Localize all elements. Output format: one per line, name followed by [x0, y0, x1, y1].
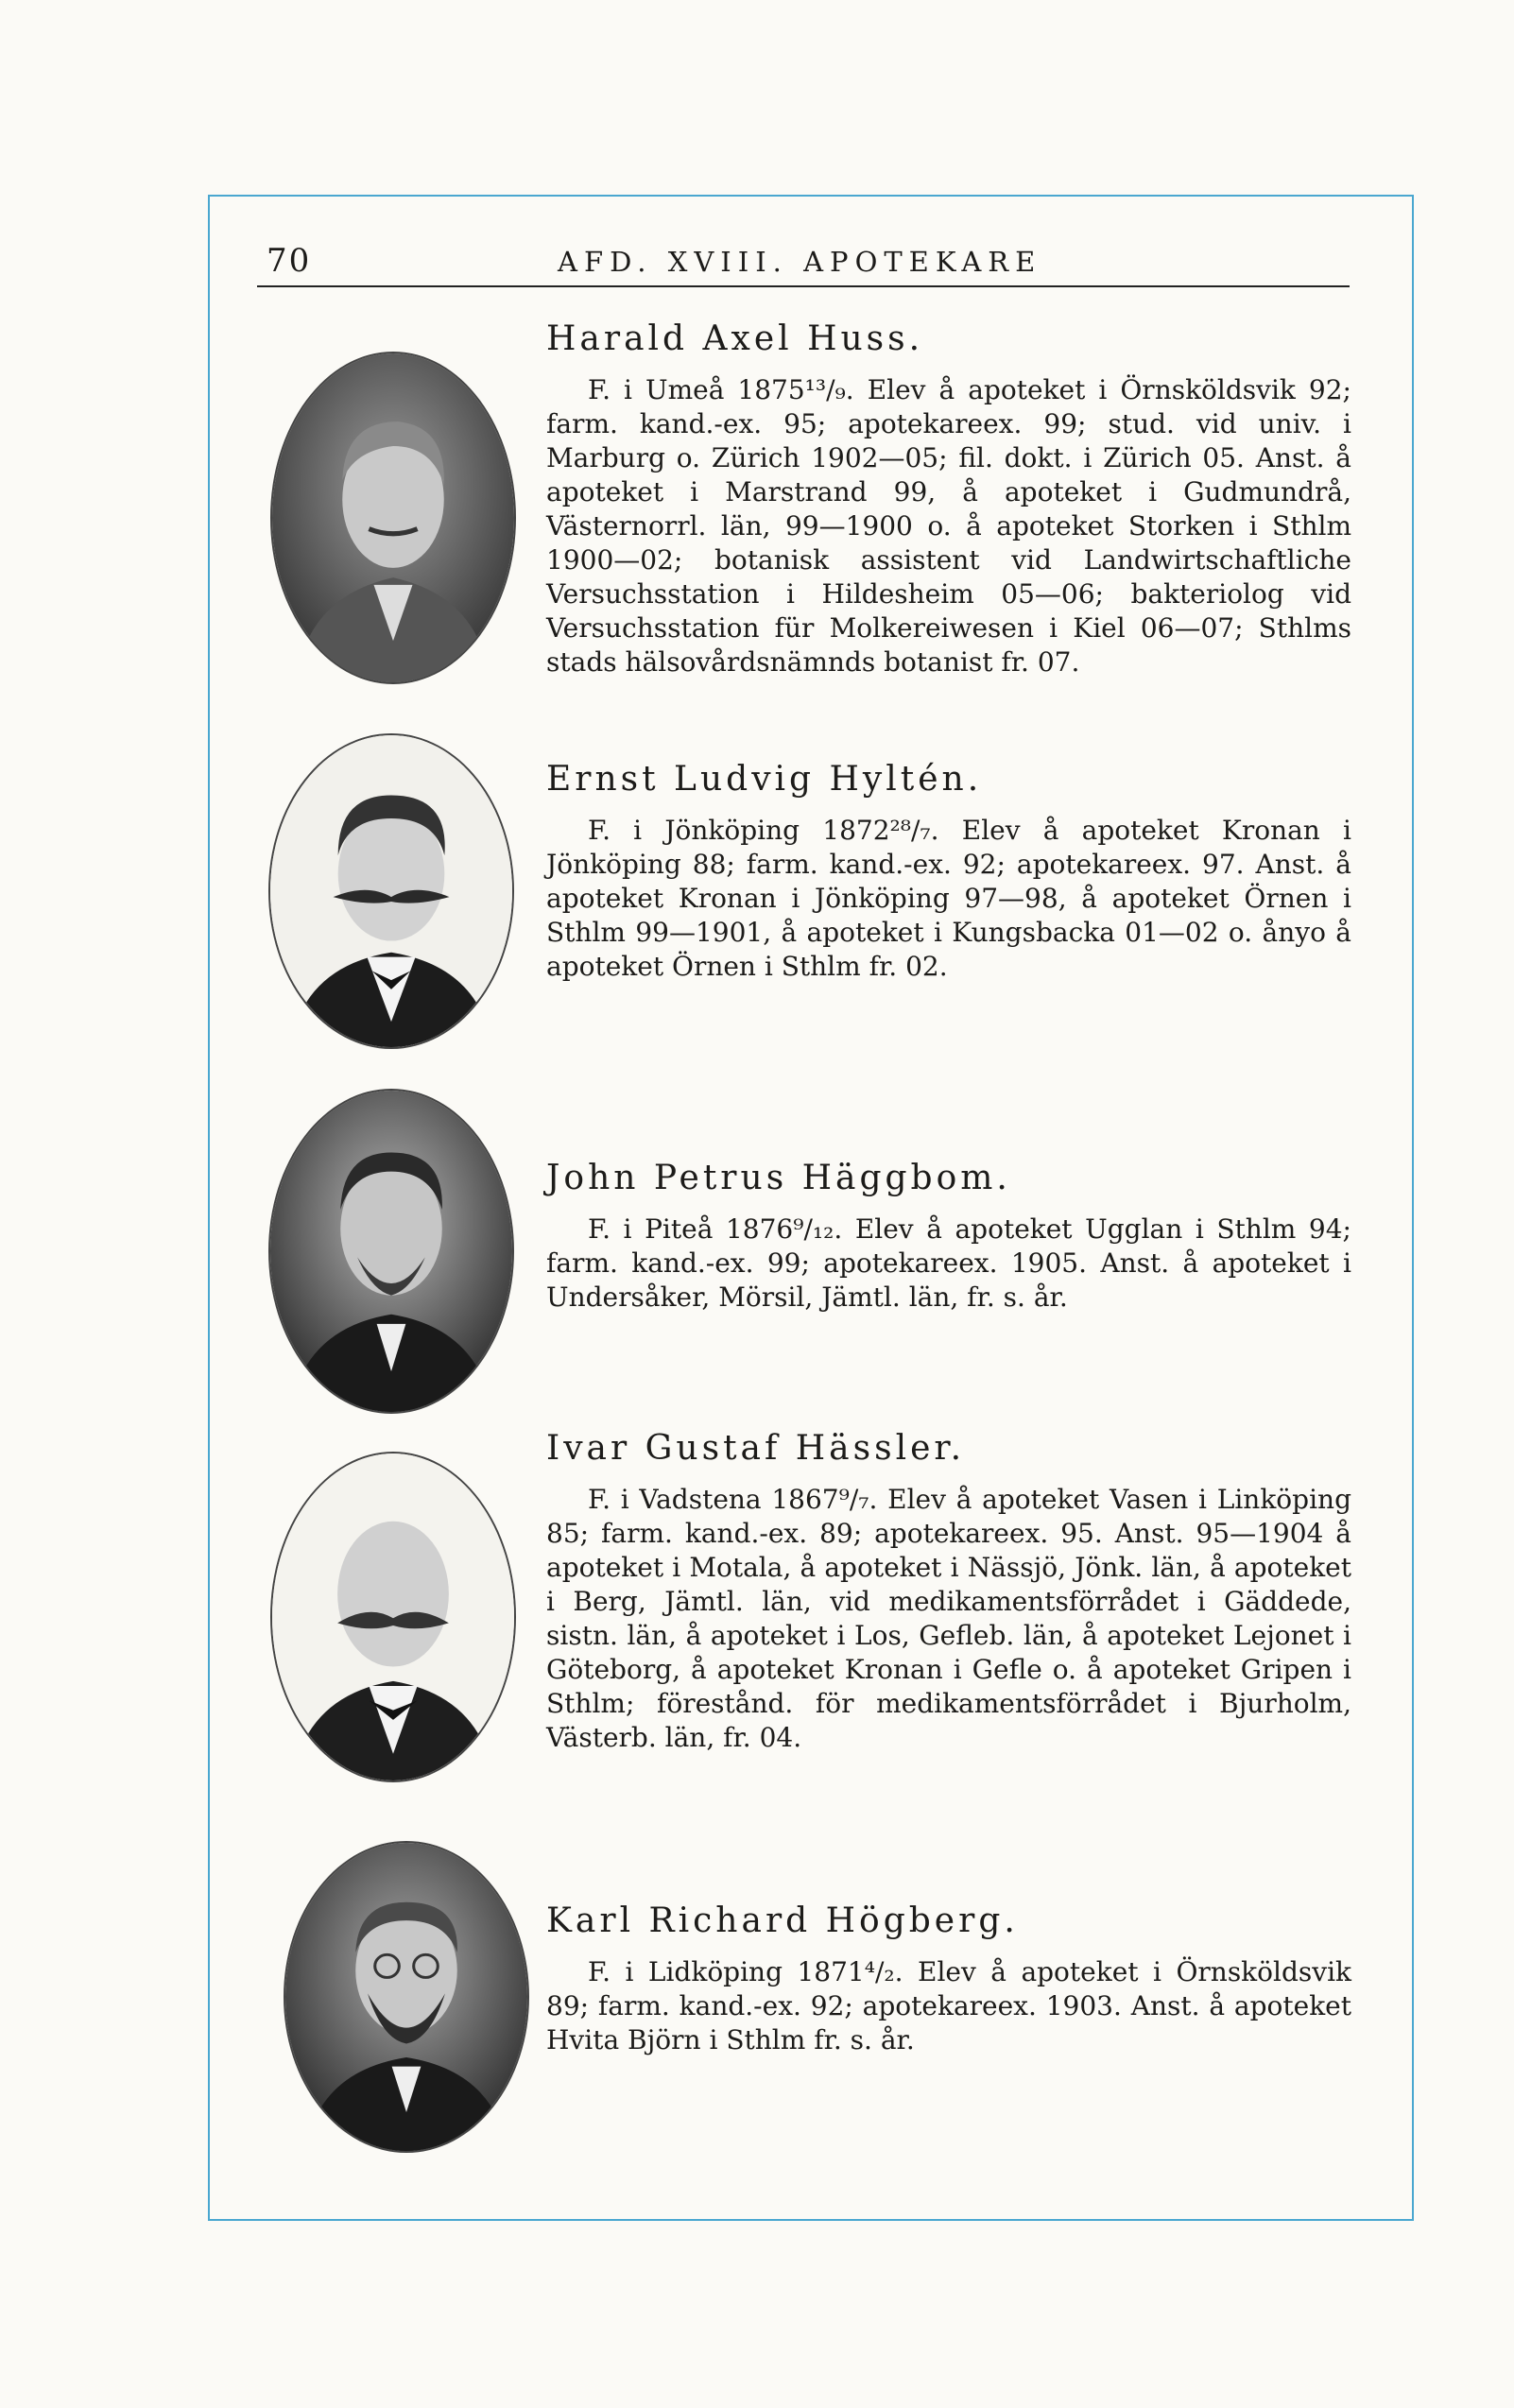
entry-name: Karl Richard Högberg.: [546, 1901, 1019, 1940]
entry-name: John Petrus Häggbom.: [546, 1159, 1011, 1197]
page-header: [257, 240, 1350, 287]
entry-hogberg: [546, 1901, 1351, 2057]
entry-bio: F. i Umeå 1875¹³/₉. Elev å apoteket i Örnsköldsvik 92; farm. kand.-ex. 95; apotekareex. 99; stud. vid univ. i Marburg o. Zürich 1902—05; fil. dokt. i Zürich 05. Anst. å apoteket i Marstrand 99, å apoteket i Gudmundrå, Västernorrl. län, 99—1900 o. å apoteket Storken i Sthlm 1900—02; botanisk assistent vid Landwirtschaftliche Versuchsstation i Hildesheim 05—06; bakteriolog vid Versuchsstation für Molkereiwesen i Kiel 06—07; Sthlms stads hälsovårdsnämnds botanist fr. 07.: [546, 374, 1351, 678]
page-number: 70: [267, 242, 312, 280]
entry-bio: F. i Jönköping 1872²⁸/₇. Elev å apoteket Kronan i Jönköping 88; farm. kand.-ex. 92; apotekareex. 97. Anst. å apoteket Kronan i Jönköping 97—98, å apoteket Örnen i Sthlm 99—1901, å apoteket i Kungsbacka 01—02 o. ånyo å apoteket Örnen i Sthlm fr. 02.: [546, 815, 1351, 982]
entry-hylten: [546, 760, 1351, 984]
entry-bio: F. i Lidköping 1871⁴/₂. Elev å apoteket i Örnsköldsvik 89; farm. kand.-ex. 92; apotekareex. 1903. Anst. å apoteket Hvita Björn i Sthlm fr. s. år.: [546, 1956, 1351, 2055]
portrait-hassler: [270, 1452, 516, 1782]
entry-name: Harald Axel Huss.: [546, 319, 924, 358]
entry-name: Ivar Gustaf Hässler.: [546, 1429, 966, 1468]
entry-haggbom: [546, 1159, 1351, 1315]
entry-bio: F. i Vadstena 1867⁹/₇. Elev å apoteket Vasen i Linköping 85; farm. kand.-ex. 89; apotekareex. 95. Anst. 95—1904 å apoteket i Motala, å apoteket i Nässjö, Jönk. län, å apoteket i Berg, Jämtl. län, vid medikamentsförrådet i Gäddede, sistn. län, å apoteket i Los, Gefleb. län, å apoteket Lejonet i Göteborg, å apoteket Kronan i Gefle o. å apoteket Gripen i Sthlm; förestånd. för medikamentsförrådet i Bjurholm, Västerb. län, fr. 04.: [546, 1484, 1351, 1753]
portrait-huss: [270, 352, 516, 684]
running-head: AFD. XVIII. APOTEKARE: [558, 246, 1042, 278]
portrait-hylten: [268, 733, 514, 1049]
entry-bio: F. i Piteå 1876⁹/₁₂. Elev å apoteket Ugglan i Sthlm 94; farm. kand.-ex. 99; apotekareex. 1905. Anst. å apoteket i Undersåker, Mörsil, Jämtl. län, fr. s. år.: [546, 1213, 1351, 1313]
entry-hassler: [546, 1429, 1351, 1755]
portrait-haggbom: [268, 1089, 514, 1414]
entry-name: Ernst Ludvig Hyltén.: [546, 760, 983, 799]
portrait-hogberg: [284, 1841, 529, 2153]
entry-huss: [546, 319, 1351, 679]
